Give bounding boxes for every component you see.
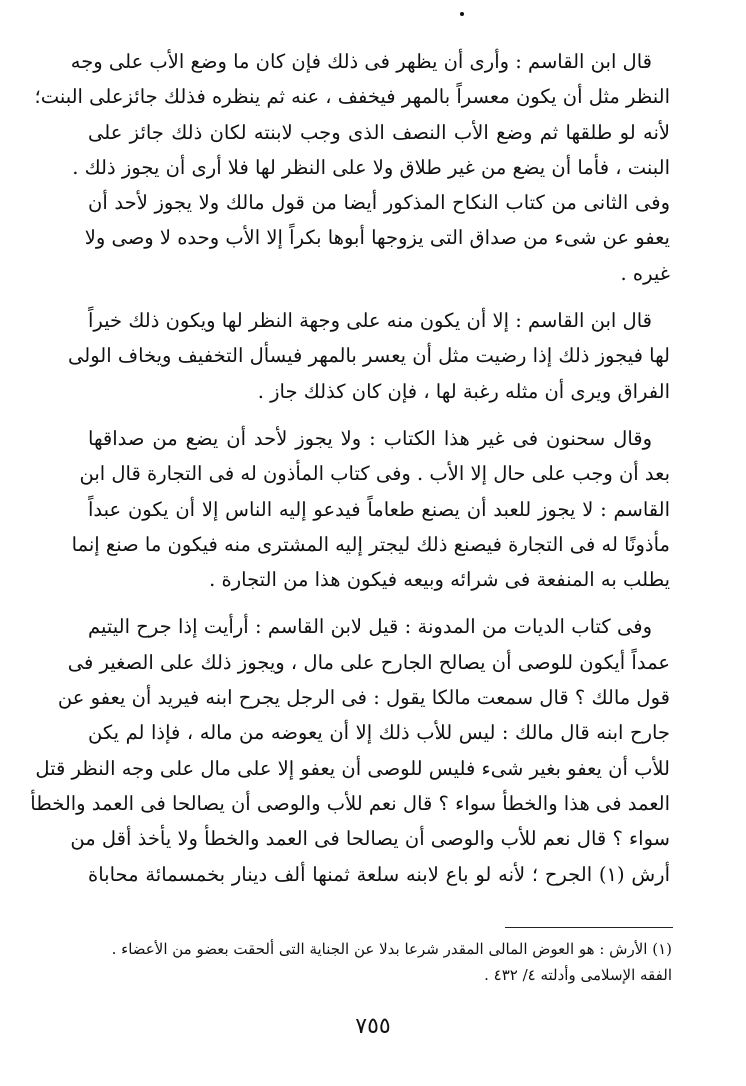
paragraph xyxy=(71,421,670,597)
text-line: البنت ، فأما أن يضع من غير طلاق ولا على النظر لها فلا أرى أن يجوز ذلك . xyxy=(72,155,670,179)
footnote-separator xyxy=(505,927,673,928)
footnote-line: (١) الأرش : هو العوض المالى المقدر شرعا بدلا عن الجناية التى ألحقت بعضو من الأعضاء . xyxy=(111,940,672,958)
text-line: للأب أن يعفو بغير شىء فليس للوصى أن يعفو إلا على مال على وجه النظر قتل xyxy=(35,756,670,780)
text-line: عمداً أيكون للوصى أن يصالح الجارح على مال ، ويجوز ذلك على الصغير فى xyxy=(67,650,670,674)
text-line: لها فيجوز ذلك إذا رضيت مثل أن يعسر بالمهر فيسأل التخفيف ويخاف الولى xyxy=(68,344,670,368)
footnotes xyxy=(80,936,672,988)
text-line: قال ابن القاسم : وأرى أن يظهر فى ذلك فإن كان ما وضع الأب على وجه xyxy=(70,50,652,73)
text-line: بعد أن وجب على حال إلا الأب . وفى كتاب المأذون له فى التجارة قال ابن xyxy=(79,462,670,486)
text-line: أرش (١) الجرح ؛ لأنه لو باع لابنه سلعة ثمنها ألف دينار بخمسمائة محاباة xyxy=(88,862,670,886)
text-line: النظر مثل أن يكون معسراً بالمهر فيخفف ، عنه ثم ينظره فذلك جائزعلى البنت؛ xyxy=(34,85,670,109)
text-line: جارح ابنه قال مالك : ليس للأب ذلك إلا أن يعوضه من ماله ، فإذا لم يكن xyxy=(88,721,670,745)
text-line: قول مالك ؟ قال سمعت مالكا يقول : فى الرجل يجرح ابنه فيريد أن يعفو عن xyxy=(57,686,670,710)
footnote-line: الفقه الإسلامى وأدلته ٤/ ٤٣٢ . xyxy=(484,966,672,984)
text-line: يطلب به المنفعة فى شرائه وبيعه فيكون هذا من التجارة . xyxy=(209,568,670,592)
paragraph xyxy=(34,44,670,291)
text-line: الفراق ويرى أن مثله رغبة لها ، فإن كان كذلك جاز . xyxy=(257,379,670,403)
paragraph xyxy=(30,609,670,891)
text-line: يعفو عن شىء من صداق التى يزوجها أبوها بكراً إلا الأب وحده لا وصى ولا xyxy=(84,226,670,250)
text-line: لأنه لو طلقها ثم وضع الأب النصف الذى وجب لابنته لكان ذلك جائز على xyxy=(88,120,670,144)
top-mark-dot xyxy=(460,12,464,16)
paragraph xyxy=(68,303,670,409)
text-line: وفى الثانى من كتاب النكاح المذكور أيضا من قول مالك ولا يجوز لأحد أن xyxy=(88,191,670,215)
main-text xyxy=(30,44,670,892)
page-number: ٧٥٥ xyxy=(355,1014,391,1039)
text-line: القاسم : لا يجوز للعبد أن يصنع طعاماً فيدعو إليه الناس إلا أن يكون عبداً xyxy=(88,497,670,521)
text-line: سواء ؟ قال نعم للأب والوصى أن يصالحا فى العمد والخطأ ولا يأخذ أقل من xyxy=(70,827,670,851)
text-line: وقال سحنون فى غير هذا الكتاب : ولا يجوز لأحد أن يضع من صداقها xyxy=(88,426,652,450)
text-line: العمد فى هذا والخطأ سواء ؟ قال نعم للأب والوصى أن يصالحا فى العمد والخطأ xyxy=(30,791,670,815)
text-line: قال ابن القاسم : إلا أن يكون منه على وجهة النظر لها ويكون ذلك خيراً xyxy=(88,309,652,333)
text-line: وفى كتاب الديات من المدونة : قيل لابن القاسم : أرأيت إذا جرح اليتيم xyxy=(88,615,652,639)
text-line: مأذونًا له فى التجارة فيصنع ذلك ليجتر إليه المشترى منه فيكون ما صنع إنما xyxy=(71,532,670,556)
text-line: غيره . xyxy=(620,261,670,285)
